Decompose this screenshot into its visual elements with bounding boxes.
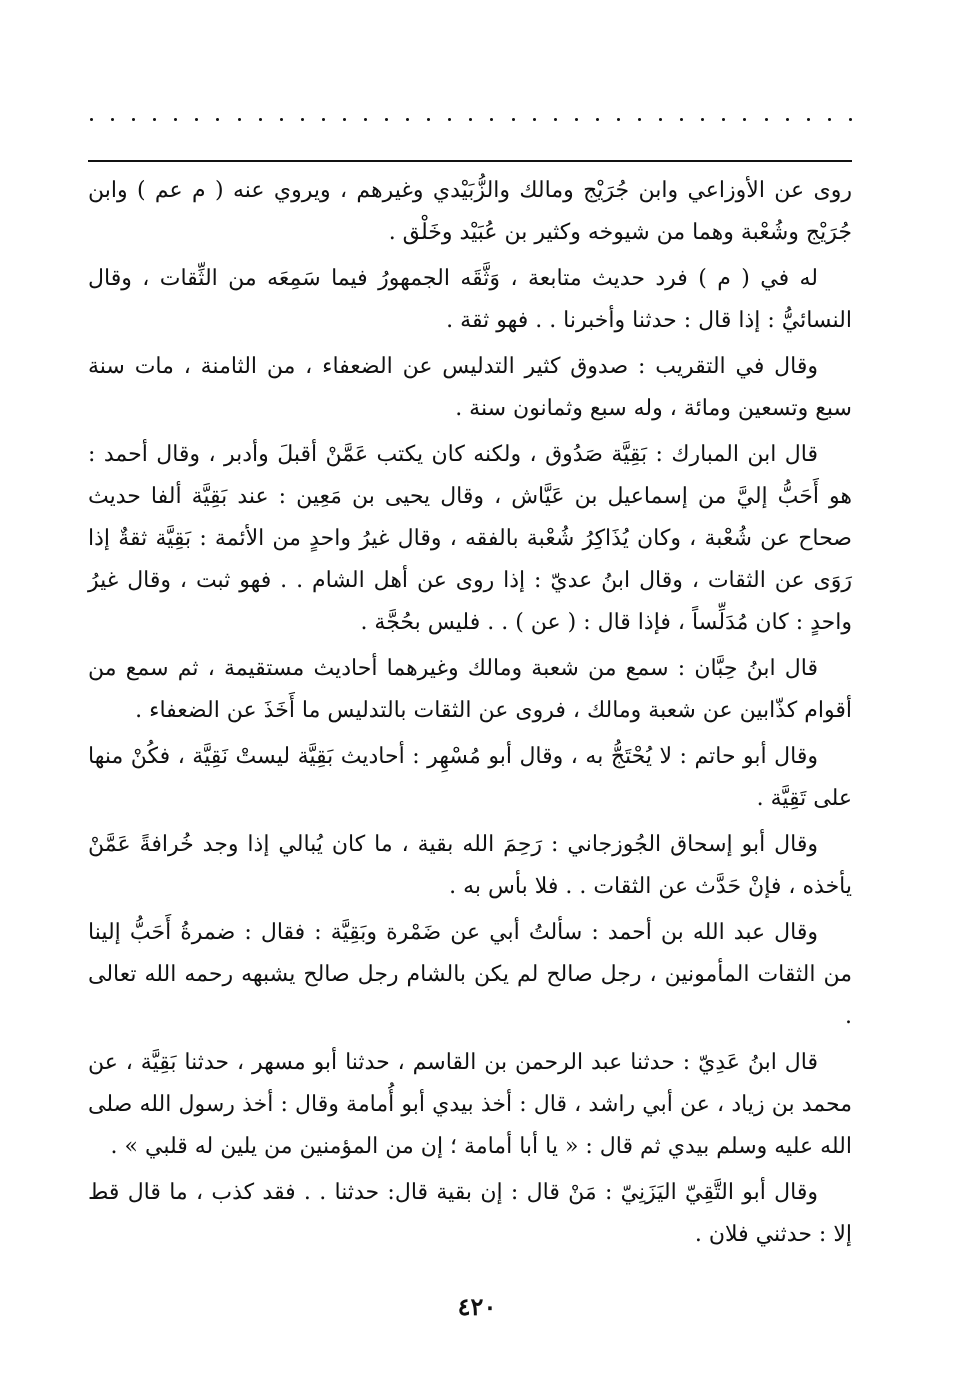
header-dot [807, 118, 810, 121]
header-dot [786, 118, 789, 121]
header-dot [364, 118, 367, 121]
header-dot [469, 118, 472, 121]
header-dot [617, 118, 620, 121]
header-dot [111, 118, 114, 121]
header-dot [448, 118, 451, 121]
paragraph: قال ابنُ عَدِيّ : حدثنا عبد الرحمن بن القاسم ، حدثنا أبو مسهر ، حدثنا بَقِيَّة ، عن محمد بن زياد ، عن أبي راشد ، قال : أخذ بيدي أبو أُمامة وقال : أخذ رسول الله صلى الله عليه وسلم بيدي ثم قال : « يا أبا أمامة ؛ إن من المؤمنين من يلين له قلبي » . [88, 1050, 852, 1159]
header-dot [490, 118, 493, 121]
header-dot [385, 118, 388, 121]
header-dot [512, 118, 515, 121]
paragraph: قال ابنُ حِبَّان : سمع من شعبة ومالك وغيرهما أحاديث مستقيمة ، ثم سمع من أقوام كذّابين عن شعبة ومالك ، فروى عن الثقات بالتدليس ما أَخَذَ عن الضعفاء . [88, 656, 852, 723]
header-dot [659, 118, 662, 121]
paragraph: وقال عبد الله بن أحمد : سألتُ أبي عن ضَمْرة وبَقِيَّة : فقال : ضمرةُ أَحَبُّ إلينا من الثقات المأمونين ، رجل صالح لم يكن بالشام رجل صالح يشبهه رحمه الله تعالى . [88, 920, 852, 1029]
header-dot [153, 118, 156, 121]
header-dotted-line [90, 112, 852, 126]
header-dot [743, 118, 746, 121]
header-dot [849, 118, 852, 121]
header-dot [301, 118, 304, 121]
header-dot [280, 118, 283, 121]
header-rule [88, 160, 852, 162]
header-dot [554, 118, 557, 121]
header-dot [174, 118, 177, 121]
header-dot [701, 118, 704, 121]
header-dot [427, 118, 430, 121]
header-dot [238, 118, 241, 121]
paragraph: له في ( م ) فرد حديث متابعة ، وَثَّقَه الجمهورُ فيما سَمِعَه من الثِّقات ، وقال النسائيُّ : إذا قال : حدثنا وأخبرنا . . فهو ثقة . [88, 266, 852, 333]
paragraph: روى عن الأوزاعي وابن جُرَيْج ومالك والزُّبَيْدي وغيرهم ، ويروي عنه ( م عم ) وابن جُرَيْج وشُعْبة وهما من شيوخه وكثير بن عُبَيْد وخَلْق . [88, 178, 852, 245]
header-dot [533, 118, 536, 121]
header-dot [680, 118, 683, 121]
header-dot [406, 118, 409, 121]
header-dot [638, 118, 641, 121]
header-dot [765, 118, 768, 121]
header-dot [722, 118, 725, 121]
paragraph: وقال أبو التَّقِيّ اليَزَنِيّ : مَنْ قال : إن بقية قال: حدثنا . . فقد كذب ، ما قال قط إلا : حدثني فلان . [88, 1180, 852, 1247]
header-dot [575, 118, 578, 121]
header-dot [322, 118, 325, 121]
header-dot [90, 118, 93, 121]
header-dot [216, 118, 219, 121]
paragraph: وقال أبو حاتم : لا يُحْتَجُّ به ، وقال أبو مُسْهِر : أحاديث بَقِيَّة ليستْ نَقِيَّة ، فكُنْ منها على تَقِيَّة . [88, 744, 852, 811]
header-dot [343, 118, 346, 121]
header-dot [195, 118, 198, 121]
paragraph: وقال أبو إسحاق الجُوزجاني : رَحِمَ الله بقية ، ما كان يُبالي إذا وجد خُرافةً عَمَّنْ يأخذه ، فإنْ حَدَّث عن الثقات . . فلا بأس به . [88, 832, 852, 899]
page-body [88, 170, 852, 1260]
header-dot [596, 118, 599, 121]
paragraph: قال ابن المبارك : بَقِيَّة صَدُوق ، ولكنه كان يكتب عَمَّنْ أقبلَ وأدبر ، وقال أحمد : هو أَحَبُّ إليَّ من إسماعيل بن عَيَّاش ، وقال يحيى بن مَعِين : عند بَقِيَّة ألفا حديث صحاح عن شُعْبة ، وكان يُذَاكِرُ شُعْبة بالفقه ، وقال غيرُ واحدٍ من الأئمة : بَقِيَّة ثقةٌ إذا رَوَى عن الثقات ، وقال ابنُ عديّ : إذا روى عن أهل الشام . . فهو ثبت ، وقال غيرُ واحدٍ : كان مُدَلِّساً ، فإذا قال : ( عن ) . . فليس بحُجَّة . [88, 442, 852, 635]
header-dot [259, 118, 262, 121]
header-dot [132, 118, 135, 121]
header-dot [828, 118, 831, 121]
page-number: ٤٢٠ [457, 1292, 497, 1321]
paragraph: وقال في التقريب : صدوق كثير التدليس عن الضعفاء ، من الثامنة ، مات سنة سبع وتسعين ومائة ، وله سبع وثمانون سنة . [88, 354, 852, 421]
